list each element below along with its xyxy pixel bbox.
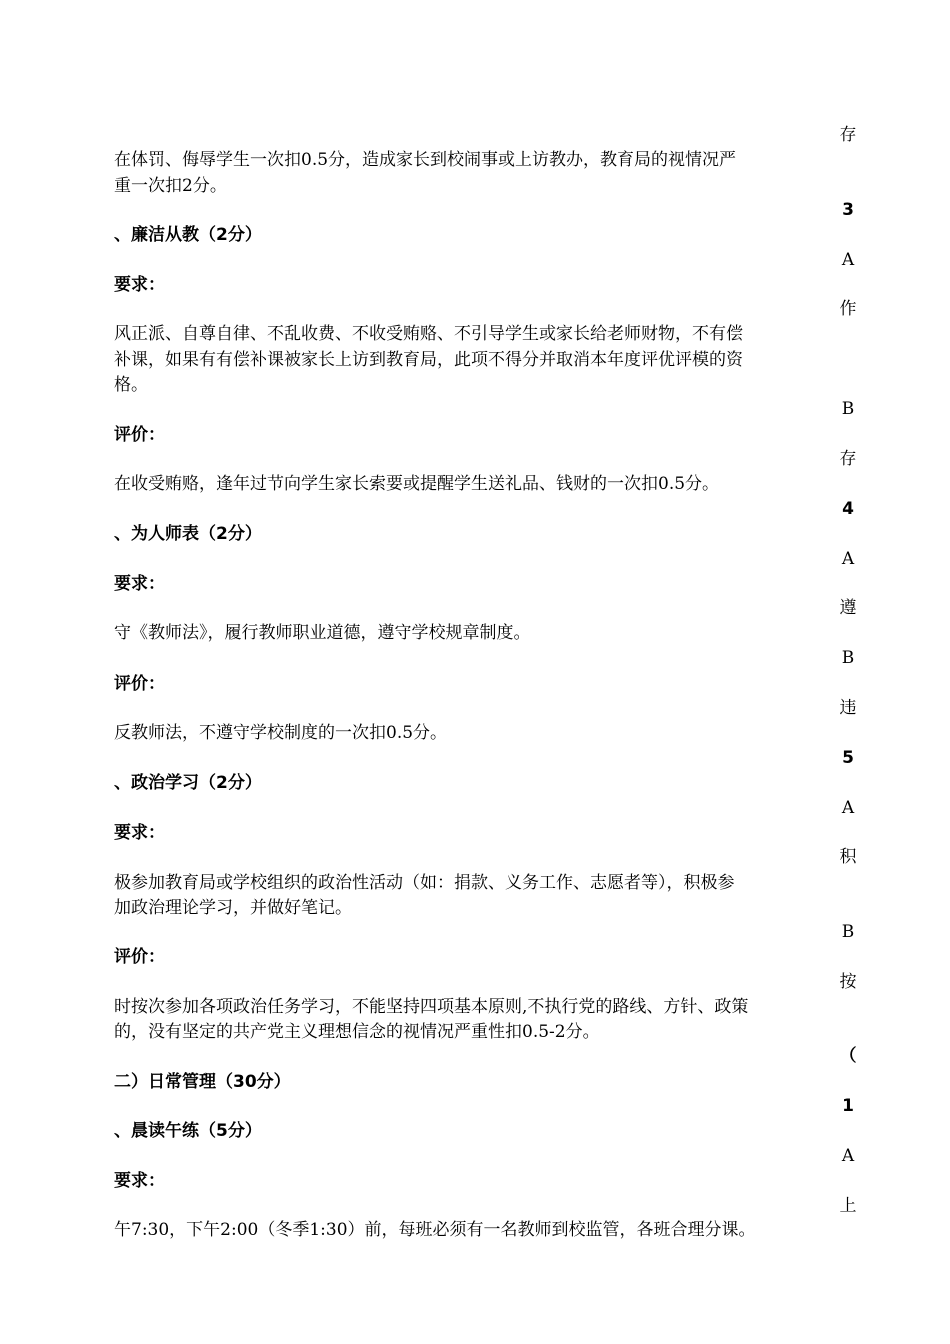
evaluation-label: 评价： <box>114 947 165 967</box>
margin-char: A <box>841 250 855 270</box>
paragraph-line: 守《教师法》，履行教师职业道德，遵守学校规章制度。 <box>114 623 531 643</box>
margin-char: B <box>841 922 855 942</box>
paragraph-line: 时按次参加各项政治任务学习，不能坚持四项基本原则,不执行党的路线、方针、政策 <box>114 997 749 1017</box>
margin-char: 上 <box>839 1196 857 1216</box>
requirement-label: 要求： <box>114 1171 165 1191</box>
margin-char: 存 <box>839 125 857 145</box>
margin-char: 5 <box>842 748 854 768</box>
section-heading: 、廉洁从教（2分） <box>114 225 262 245</box>
paragraph-line: 极参加教育局或学校组织的政治性活动（如：捐款、义务工作、志愿者等），积极参 <box>114 873 735 893</box>
evaluation-label: 评价： <box>114 674 165 694</box>
margin-char: 4 <box>842 499 854 519</box>
margin-char: 作 <box>839 299 857 319</box>
margin-char: B <box>841 399 855 419</box>
paragraph-line: 风正派、自尊自律、不乱收费、不收受贿赂、不引导学生或家长给老师财物，不有偿 <box>114 324 743 344</box>
paragraph-line: 重一次扣2分。 <box>114 176 227 196</box>
section-heading: 、为人师表（2分） <box>114 524 262 544</box>
margin-char: 3 <box>842 200 854 220</box>
section-heading: 二）日常管理（30分） <box>114 1072 291 1092</box>
margin-char: （ <box>839 1046 857 1066</box>
margin-char: A <box>841 1146 855 1166</box>
margin-char: A <box>841 549 855 569</box>
margin-char: 1 <box>842 1096 854 1116</box>
evaluation-label: 评价： <box>114 425 165 445</box>
section-heading: 、政治学习（2分） <box>114 773 262 793</box>
paragraph-line: 在收受贿赂，逢年过节向学生家长索要或提醒学生送礼品、钱财的一次扣0.5分。 <box>114 474 720 494</box>
paragraph-line: 补课，如果有有偿补课被家长上访到教育局，此项不得分并取消本年度评优评模的资 <box>114 350 743 370</box>
requirement-label: 要求： <box>114 275 165 295</box>
requirement-label: 要求： <box>114 574 165 594</box>
paragraph-line: 在体罚、侮辱学生一次扣0.5分，造成家长到校闹事或上访教办，教育局的视情况严 <box>114 150 737 170</box>
paragraph-line: 格。 <box>114 375 148 395</box>
margin-char: 存 <box>839 449 857 469</box>
margin-char: A <box>841 798 855 818</box>
margin-char: 积 <box>839 847 857 867</box>
margin-char: 按 <box>839 972 857 992</box>
paragraph-line: 反教师法，不遵守学校制度的一次扣0.5分。 <box>114 723 448 743</box>
margin-char: B <box>841 648 855 668</box>
paragraph-line: 午7:30，下午2:00（冬季1:30）前，每班必须有一名教师到校监管，各班合理分课。 <box>114 1220 756 1240</box>
paragraph-line: 加政治理论学习，并做好笔记。 <box>114 898 352 918</box>
section-heading: 、晨读午练（5分） <box>114 1121 262 1141</box>
requirement-label: 要求： <box>114 823 165 843</box>
margin-char: 遵 <box>839 598 857 618</box>
paragraph-line: 的，没有坚定的共产党主义理想信念的视情况严重性扣0.5-2分。 <box>114 1022 600 1042</box>
margin-char: 违 <box>839 698 857 718</box>
